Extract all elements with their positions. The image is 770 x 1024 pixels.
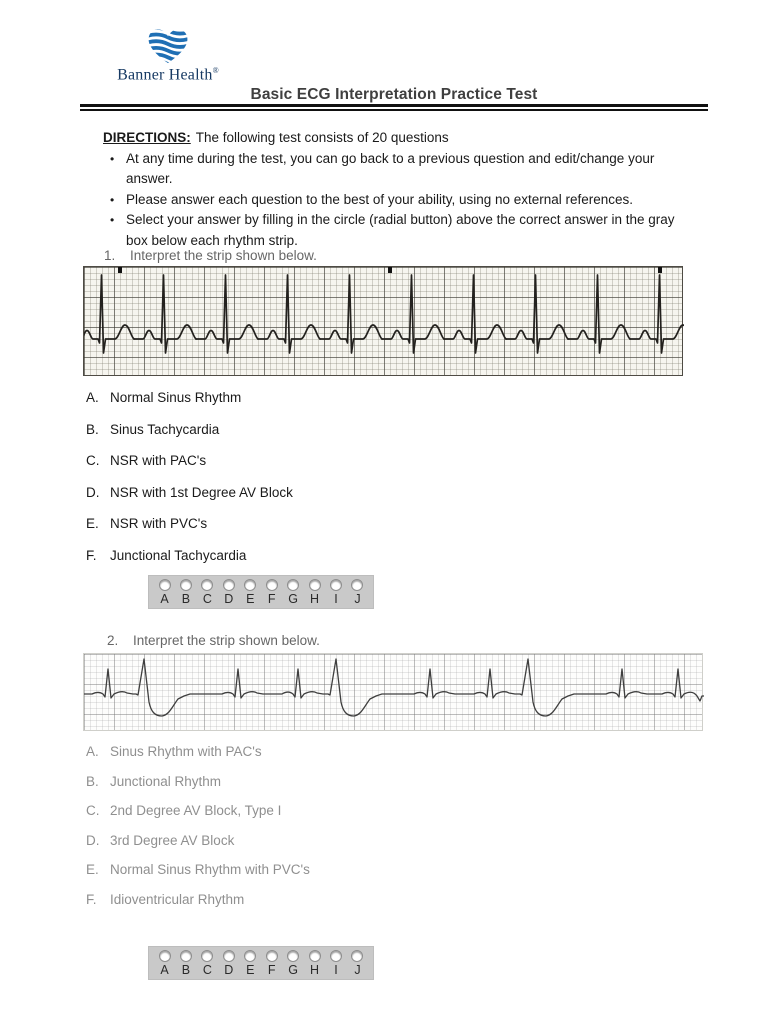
directions-heading	[103, 128, 703, 149]
radio-button-g[interactable]	[287, 579, 299, 591]
question-2-prompt: 2. Interpret the strip shown below.	[107, 633, 320, 648]
banner-health-logo	[98, 25, 238, 84]
question-1-options	[86, 390, 606, 579]
ecg-strip-q2	[83, 653, 703, 731]
bullet-icon: •	[110, 192, 115, 207]
question-1-answer-box	[148, 575, 374, 609]
directions-bullet: • Select your answer by filling in the circle (radial button) above the correct answer in the gray	[103, 210, 703, 231]
radio-button-g[interactable]	[287, 950, 299, 962]
option-row: C. 2nd Degree AV Block, Type I	[86, 803, 282, 819]
radio-button-d[interactable]	[223, 579, 235, 591]
answer-choice-c: C	[197, 579, 218, 606]
radio-button-j[interactable]	[351, 950, 363, 962]
answer-choice-c: C	[197, 950, 218, 977]
directions-bullet-continuation: answer.	[126, 171, 173, 186]
option-row: B. Junctional Rhythm	[86, 773, 222, 789]
directions-label: DIRECTIONS:	[103, 130, 191, 145]
directions-intro: The following test consists of 20 questions	[195, 130, 449, 145]
directions-section	[103, 128, 703, 251]
answer-choice-f: F	[261, 579, 282, 606]
answer-choice-g: G	[283, 950, 304, 977]
option-row: D. NSR with 1st Degree AV Block	[86, 484, 293, 500]
answer-choice-f: F	[261, 950, 282, 977]
answer-choice-d: D	[218, 579, 239, 606]
radio-button-h[interactable]	[309, 950, 321, 962]
option-row: C. NSR with PAC's	[86, 453, 207, 468]
option-row: F. Idioventricular Rhythm	[86, 891, 245, 907]
brand-name: Banner Health®	[117, 66, 219, 84]
banner-health-heart-icon	[145, 25, 191, 65]
answer-choice-d: D	[218, 950, 239, 977]
answer-choice-b: B	[175, 950, 196, 977]
radio-button-a[interactable]	[159, 950, 171, 962]
option-row: E. Normal Sinus Rhythm with PVC's	[86, 862, 310, 878]
answer-choice-a: A	[154, 579, 175, 606]
radio-button-f[interactable]	[266, 579, 278, 591]
question-2-answer-box	[148, 946, 374, 980]
question-2-options	[86, 744, 606, 922]
option-row: F. Junctional Tachycardia	[86, 547, 247, 563]
answer-choice-j: J	[347, 579, 368, 606]
radio-button-c[interactable]	[201, 579, 213, 591]
option-row: E. NSR with PVC's	[86, 516, 208, 531]
answer-choice-b: B	[175, 579, 196, 606]
radio-button-e[interactable]	[244, 579, 256, 591]
answer-choice-a: A	[154, 950, 175, 977]
answer-choice-e: E	[240, 950, 261, 977]
directions-bullet: • Please answer each question to the best of your ability, using no external references.	[103, 190, 703, 211]
option-row: A. Sinus Rhythm with PAC's	[86, 744, 262, 759]
directions-bullet-continuation: box below each rhythm strip.	[126, 232, 298, 248]
radio-button-b[interactable]	[180, 950, 192, 962]
radio-button-c[interactable]	[201, 950, 213, 962]
radio-button-h[interactable]	[309, 579, 321, 591]
answer-choice-e: E	[240, 579, 261, 606]
question-1-prompt: 1. Interpret the strip shown below.	[104, 248, 317, 263]
radio-button-a[interactable]	[159, 579, 171, 591]
directions-bullet: • At any time during the test, you can go back to a previous question and edit/change your	[103, 149, 703, 170]
answer-choice-h: H	[304, 950, 325, 977]
option-row: B. Sinus Tachycardia	[86, 421, 220, 437]
radio-button-i[interactable]	[330, 579, 342, 591]
bullet-icon: •	[110, 151, 115, 166]
radio-button-j[interactable]	[351, 579, 363, 591]
radio-button-i[interactable]	[330, 950, 342, 962]
header-rule	[80, 104, 708, 111]
answer-choice-j: J	[347, 950, 368, 977]
answer-choice-i: I	[326, 950, 347, 977]
radio-button-e[interactable]	[244, 950, 256, 962]
radio-button-b[interactable]	[180, 579, 192, 591]
ecg-strip-q1	[83, 266, 683, 376]
page-title: Basic ECG Interpretation Practice Test	[250, 86, 538, 103]
option-row: D. 3rd Degree AV Block	[86, 832, 235, 848]
answer-choice-g: G	[283, 579, 304, 606]
radio-button-d[interactable]	[223, 950, 235, 962]
radio-button-f[interactable]	[266, 950, 278, 962]
bullet-icon: •	[110, 213, 115, 227]
answer-choice-i: I	[326, 579, 347, 606]
option-row: A. Normal Sinus Rhythm	[86, 390, 242, 405]
answer-choice-h: H	[304, 579, 325, 606]
